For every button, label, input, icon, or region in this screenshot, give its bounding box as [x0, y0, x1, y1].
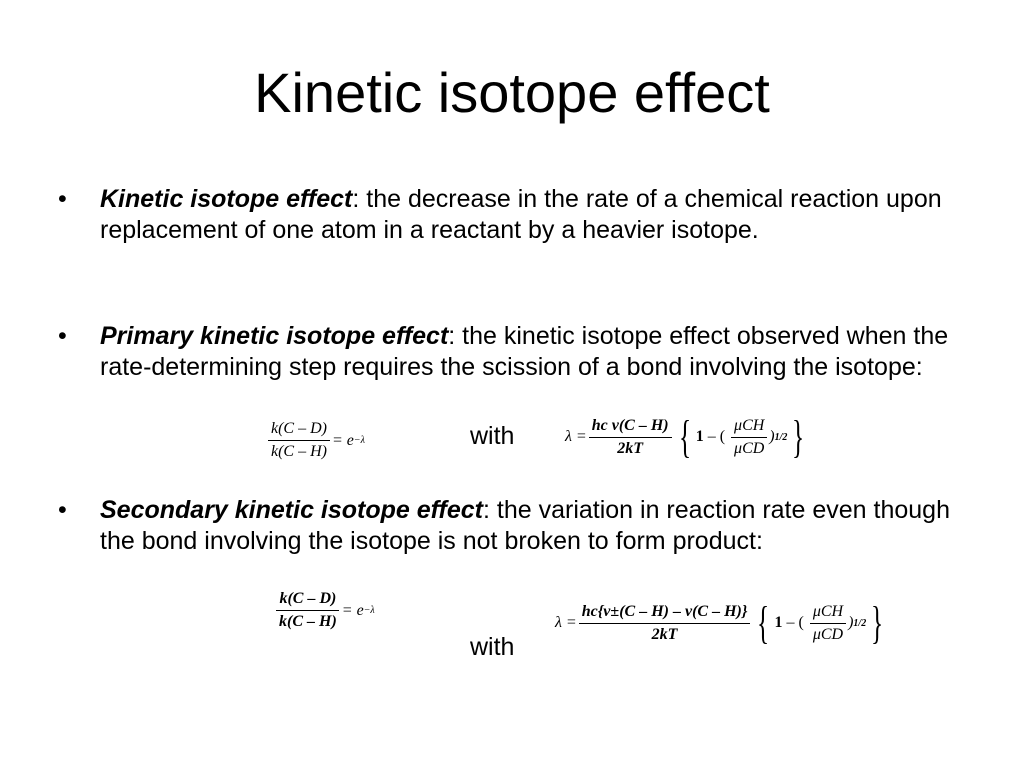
left-brace: { [757, 597, 770, 648]
equation-lambda-secondary [555, 597, 888, 648]
close-paren: ) [769, 428, 775, 445]
mu-ch: μCH [810, 603, 846, 624]
ratio-exponent: −λ [353, 435, 365, 446]
term-kinetic-isotope-effect: Kinetic isotope effect [100, 185, 353, 213]
bullet-primary-kie [58, 321, 960, 383]
bullet-dot: • [58, 185, 67, 213]
bullet-dot: • [58, 496, 67, 524]
mu-cd: μCD [734, 439, 765, 457]
bullet-secondary-kie [58, 495, 960, 557]
equation-ratio-secondary [274, 590, 375, 631]
power: 1/2 [774, 431, 788, 443]
equation-ratio-primary [266, 420, 365, 461]
ratio-numerator: k(C – D) [276, 590, 339, 611]
ratio-rhs: = e [331, 431, 354, 449]
lambda-numerator: hc ν(C – H) [589, 417, 672, 438]
definition-secondary-kie: : the variation in reaction rate even though the bond involving the isotope is not broken to form product: [100, 496, 950, 555]
lambda-numerator: hc{ν±(C – H) – ν(C – H)} [579, 603, 751, 624]
ratio-denominator: k(C – H) [279, 613, 337, 630]
equation-lambda-primary [565, 411, 810, 462]
close-paren: ) [848, 614, 854, 631]
with-label-primary: with [470, 422, 515, 450]
bullet-dot: • [58, 322, 67, 350]
mu-ch: μCH [731, 417, 767, 438]
lambda-denominator: 2kT [617, 439, 644, 457]
one: 1 [695, 428, 704, 445]
one: 1 [774, 614, 783, 631]
left-brace: { [678, 411, 691, 462]
mu-cd: μCD [812, 625, 844, 643]
term-primary-kie: Primary kinetic isotope effect [100, 322, 449, 350]
right-brace: } [871, 597, 884, 648]
minus-paren: – ( [786, 614, 804, 631]
power: 1/2 [853, 617, 867, 629]
lambda-denominator: 2kT [651, 625, 678, 643]
with-label-secondary: with [470, 633, 515, 661]
definition-kinetic-isotope-effect: : the decrease in the rate of a chemical reaction upon replacement of one atom in a reactant by a heavier isotope. [100, 185, 942, 244]
lambda-lhs: λ = [555, 614, 577, 631]
ratio-denominator: k(C – H) [271, 443, 327, 460]
lambda-lhs: λ = [565, 428, 587, 445]
term-secondary-kie: Secondary kinetic isotope effect [100, 496, 483, 524]
ratio-rhs: = e [341, 601, 364, 619]
bullet-kinetic-isotope-effect [58, 184, 960, 246]
definition-primary-kie: : the kinetic isotope effect observed when the rate-determining step requires the scission of a bond involving the isotope: [100, 322, 949, 381]
ratio-numerator: k(C – D) [268, 420, 330, 441]
right-brace: } [792, 411, 805, 462]
ratio-exponent: −λ [363, 605, 375, 616]
slide-title: Kinetic isotope effect [254, 61, 770, 124]
minus-paren: – ( [707, 428, 726, 445]
